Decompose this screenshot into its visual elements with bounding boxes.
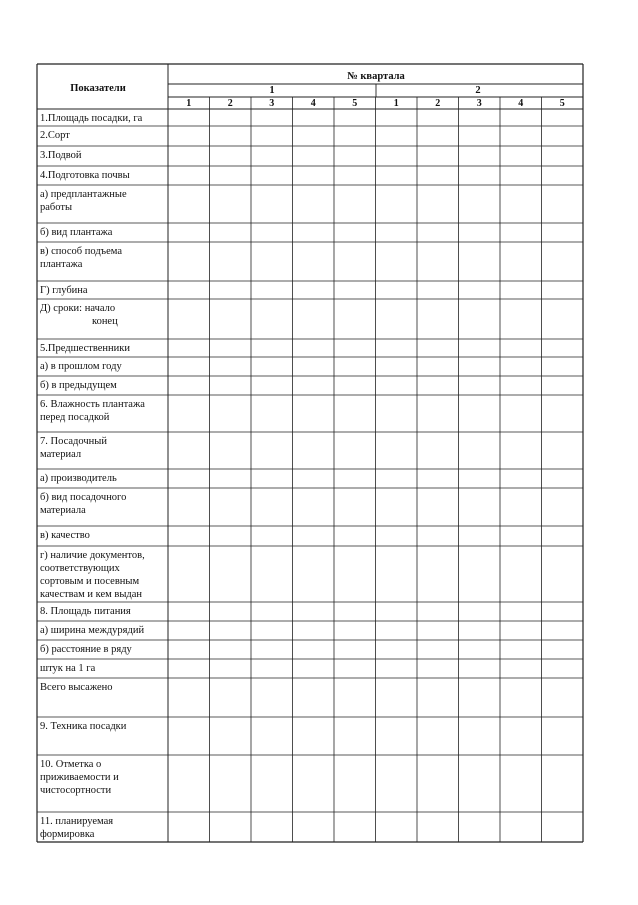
- indicator-label: Д) сроки: начало: [40, 303, 116, 314]
- indicator-label: г) наличие документов,: [40, 550, 145, 561]
- column-number: 4: [518, 98, 524, 109]
- indicator-label: 2.Сорт: [40, 130, 70, 141]
- indicator-label: а) производитель: [40, 473, 117, 484]
- column-number: 3: [476, 98, 482, 109]
- indicator-label: 6. Влажность плантажа: [40, 399, 145, 410]
- indicator-label: 1.Площадь посадки, га: [40, 113, 143, 124]
- column-number: 2: [435, 98, 441, 109]
- indicator-label: а) предплантажные: [40, 189, 127, 200]
- indicator-label: б) расстояние в ряду: [40, 644, 132, 655]
- indicator-label: 3.Подвой: [40, 150, 82, 161]
- indicator-label: работы: [40, 202, 73, 213]
- column-number: 4: [310, 98, 316, 109]
- column-number: 1: [393, 98, 399, 109]
- indicator-label: конец: [92, 316, 118, 327]
- indicators-column-header: Показатели: [70, 83, 126, 94]
- indicator-label: материала: [40, 505, 86, 516]
- block-group-1-header: 1: [269, 85, 275, 96]
- indicator-label: 10. Отметка о: [40, 759, 102, 770]
- indicator-label: в) качество: [40, 530, 90, 541]
- indicator-label: 11. планируемая: [40, 816, 114, 827]
- indicator-label: в) способ подъема: [40, 246, 122, 257]
- indicator-label: 8. Площадь питания: [40, 606, 131, 617]
- column-number: 1: [186, 98, 192, 109]
- indicator-label: формировка: [40, 829, 95, 840]
- indicator-label: б) вид посадочного: [40, 492, 127, 503]
- indicator-labels: [40, 113, 145, 840]
- indicator-label: б) вид плантажа: [40, 227, 113, 238]
- indicator-label: 4.Подготовка почвы: [40, 170, 130, 181]
- indicator-label: сортовым и посевным: [40, 576, 140, 587]
- indicator-label: материал: [40, 449, 82, 460]
- indicator-label: приживаемости и: [40, 772, 119, 783]
- indicator-label: Г) глубина: [40, 285, 88, 296]
- column-number: 2: [227, 98, 233, 109]
- block-number-header: № квартала: [347, 71, 405, 82]
- indicator-label: качествам и кем выдан: [40, 589, 143, 600]
- column-number: 5: [559, 98, 565, 109]
- indicator-label: штук на 1 га: [40, 663, 96, 674]
- indicator-label: 5.Предшественники: [40, 343, 130, 354]
- indicator-label: перед посадкой: [40, 412, 110, 423]
- indicator-label: Всего высажено: [40, 682, 113, 693]
- indicator-label: а) в прошлом году: [40, 361, 122, 372]
- column-number: 3: [269, 98, 275, 109]
- indicator-label: 7. Посадочный: [40, 436, 107, 447]
- column-number: 5: [352, 98, 358, 109]
- indicator-label: б) в предыдущем: [40, 380, 117, 391]
- indicator-label: 9. Техника посадки: [40, 721, 127, 732]
- indicator-label: а) ширина междурядий: [40, 625, 145, 636]
- indicator-label: плантажа: [40, 259, 83, 270]
- block-group-2-header: 2: [475, 85, 481, 96]
- indicator-label: соответствующих: [40, 563, 120, 574]
- indicator-label: чистосортности: [40, 785, 112, 796]
